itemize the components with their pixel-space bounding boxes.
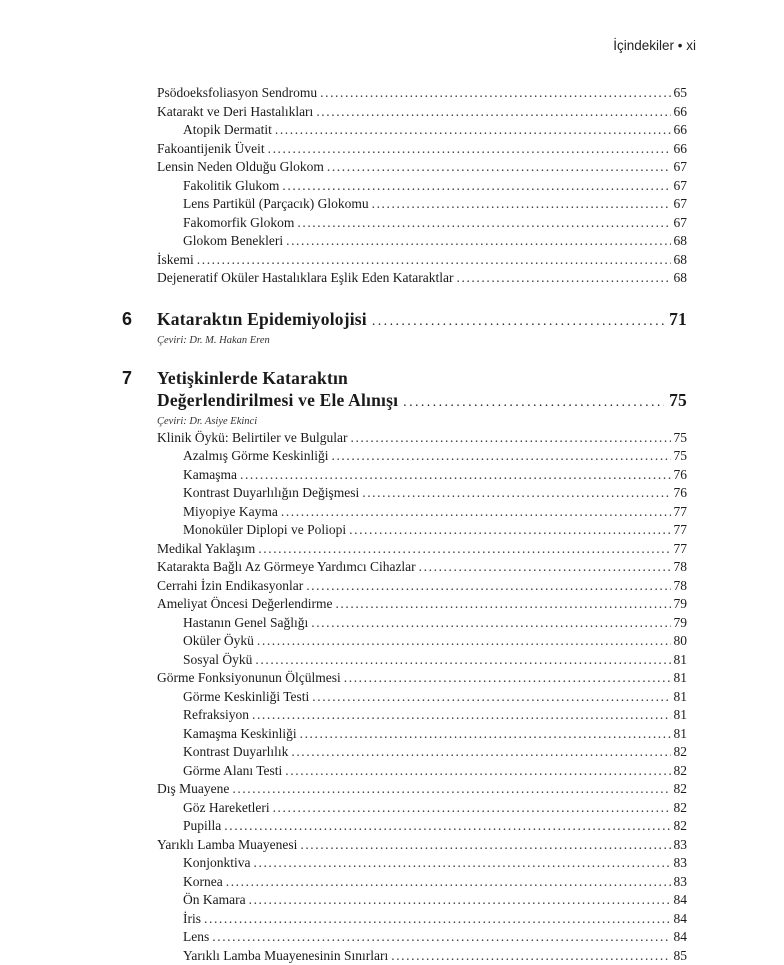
toc-subentry [157, 651, 687, 670]
toc-entry [157, 595, 687, 614]
leader-dots [197, 251, 671, 270]
leader-dots [252, 706, 671, 725]
toc-subentry [157, 891, 687, 910]
entry-title: Ön Kamara [183, 891, 246, 910]
entry-page-number: 68 [674, 251, 688, 270]
toc-entry [157, 140, 687, 159]
entry-page-number: 84 [674, 910, 688, 929]
entry-page-number: 77 [674, 503, 688, 522]
leader-dots [232, 780, 670, 799]
toc-section-list [157, 84, 687, 288]
entry-title: Sosyal Öykü [183, 651, 252, 670]
entry-page-number: 78 [674, 558, 688, 577]
leader-dots [372, 195, 671, 214]
leader-dots [297, 214, 670, 233]
entry-page-number: 66 [674, 140, 688, 159]
entry-title: Lens [183, 928, 209, 947]
leader-dots [285, 762, 670, 781]
toc-subentry [157, 614, 687, 633]
leader-dots [362, 484, 670, 503]
toc-subentry [157, 947, 687, 965]
toc-subentry [157, 725, 687, 744]
entry-title: Yarıklı Lamba Muayenesi [157, 836, 297, 855]
chapter-page-number: 71 [669, 308, 687, 330]
chapter-6-heading [157, 308, 687, 348]
leader-dots [282, 177, 670, 196]
chapter-translator: Çeviri: Dr. M. Hakan Eren [157, 333, 687, 348]
toc-subentry [157, 762, 687, 781]
entry-page-number: 82 [674, 762, 688, 781]
entry-title: Katarakta Bağlı Az Görmeye Yardımcı Cihazlar [157, 558, 416, 577]
entry-page-number: 65 [674, 84, 688, 103]
entry-page-number: 68 [674, 269, 688, 288]
entry-page-number: 81 [674, 688, 688, 707]
toc-subentry [157, 195, 687, 214]
toc-subentry [157, 688, 687, 707]
leader-dots [275, 121, 671, 140]
entry-title: Ameliyat Öncesi Değerlendirme [157, 595, 332, 614]
leader-dots [212, 928, 670, 947]
entry-title: Görme Alanı Testi [183, 762, 282, 781]
leader-dots [344, 669, 671, 688]
entry-title: Monoküler Diplopi ve Poliopi [183, 521, 346, 540]
entry-title: Atopik Dermatit [183, 121, 272, 140]
leader-dots [312, 688, 670, 707]
leader-dots [240, 466, 671, 485]
chapter-number: 6 [122, 308, 132, 330]
entry-page-number: 84 [674, 891, 688, 910]
entry-title: Görme Keskinliği Testi [183, 688, 309, 707]
entry-page-number: 75 [674, 447, 688, 466]
leader-dots [255, 651, 670, 670]
leader-dots [311, 614, 670, 633]
entry-page-number: 82 [674, 743, 688, 762]
entry-title: Klinik Öykü: Belirtiler ve Bulgular [157, 429, 347, 448]
entry-title: İris [183, 910, 201, 929]
entry-page-number: 81 [674, 706, 688, 725]
entry-page-number: 80 [674, 632, 688, 651]
toc-subentry [157, 799, 687, 818]
entry-page-number: 79 [674, 595, 688, 614]
entry-page-number: 83 [674, 836, 688, 855]
toc-subentry [157, 121, 687, 140]
toc-subentry [157, 910, 687, 929]
toc-subentry [157, 854, 687, 873]
entry-title: Oküler Öykü [183, 632, 254, 651]
entry-page-number: 67 [674, 158, 688, 177]
entry-page-number: 67 [674, 177, 688, 196]
entry-page-number: 82 [674, 817, 688, 836]
toc-entry [157, 577, 687, 596]
leader-dots [249, 891, 671, 910]
entry-page-number: 82 [674, 799, 688, 818]
entry-page-number: 66 [674, 103, 688, 122]
leader-dots [403, 392, 664, 414]
toc-subentry [157, 632, 687, 651]
entry-page-number: 68 [674, 232, 688, 251]
leader-dots [335, 595, 670, 614]
entry-title: Hastanın Genel Sağlığı [183, 614, 308, 633]
toc-entry [157, 429, 687, 448]
entry-title: Medikal Yaklaşım [157, 540, 255, 559]
chapter-7-heading [157, 367, 687, 429]
entry-title: Fakoantijenik Üveit [157, 140, 265, 159]
entry-page-number: 76 [674, 466, 688, 485]
chapter-title-line-1: Yetişkinlerde Kataraktın [157, 367, 687, 389]
entry-title: Glokom Benekleri [183, 232, 283, 251]
toc-subentry [157, 706, 687, 725]
toc-section-list [157, 429, 687, 965]
leader-dots [204, 910, 671, 929]
toc-subentry [157, 232, 687, 251]
entry-page-number: 82 [674, 780, 688, 799]
entry-title: İskemi [157, 251, 194, 270]
chapter-translator: Çeviri: Dr. Asiye Ekinci [157, 414, 687, 429]
entry-title: Kamaşma Keskinliği [183, 725, 297, 744]
toc-entry [157, 251, 687, 270]
toc-subentry [157, 447, 687, 466]
entry-title: Lensin Neden Olduğu Glokom [157, 158, 324, 177]
entry-title: Psödoeksfoliasyon Sendromu [157, 84, 317, 103]
entry-page-number: 78 [674, 577, 688, 596]
toc-entry [157, 103, 687, 122]
toc-subentry [157, 928, 687, 947]
entry-page-number: 79 [674, 614, 688, 633]
entry-title: Lens Partikül (Parçacık) Glokomu [183, 195, 369, 214]
toc-subentry [157, 503, 687, 522]
entry-title: Azalmış Görme Keskinliği [183, 447, 328, 466]
entry-page-number: 67 [674, 214, 688, 233]
entry-title: Katarakt ve Deri Hastalıkları [157, 103, 313, 122]
leader-dots [226, 873, 671, 892]
entry-title: Göz Hareketleri [183, 799, 270, 818]
entry-title: Pupilla [183, 817, 221, 836]
entry-page-number: 85 [674, 947, 688, 965]
entry-page-number: 84 [674, 928, 688, 947]
leader-dots [331, 447, 670, 466]
leader-dots [316, 103, 670, 122]
toc-subentry [157, 521, 687, 540]
entry-title: Kontrast Duyarlılığın Değişmesi [183, 484, 359, 503]
entry-page-number: 83 [674, 854, 688, 873]
entry-title: Dış Muayene [157, 780, 229, 799]
leader-dots [349, 521, 670, 540]
toc-entry [157, 84, 687, 103]
chapter-title: Kataraktın Epidemiyolojisi [157, 308, 367, 330]
leader-dots [372, 311, 664, 333]
entry-title: Refraksiyon [183, 706, 249, 725]
leader-dots [300, 836, 670, 855]
entry-page-number: 83 [674, 873, 688, 892]
entry-title: Kamaşma [183, 466, 237, 485]
entry-page-number: 81 [674, 651, 688, 670]
entry-title: Görme Fonksiyonunun Ölçülmesi [157, 669, 341, 688]
toc-entry [157, 780, 687, 799]
toc-subentry [157, 484, 687, 503]
running-head: İçindekiler • xi [613, 38, 696, 53]
toc-subentry [157, 466, 687, 485]
chapter-title-row [157, 308, 687, 333]
leader-dots [350, 429, 670, 448]
toc-subentry [157, 873, 687, 892]
leader-dots [300, 725, 671, 744]
chapter-number: 7 [122, 367, 132, 389]
leader-dots [306, 577, 670, 596]
entry-title: Cerrahi İzin Endikasyonlar [157, 577, 303, 596]
toc-entry [157, 540, 687, 559]
toc-entry [157, 269, 687, 288]
leader-dots [291, 743, 670, 762]
table-of-contents [157, 84, 687, 965]
entry-title: Konjonktiva [183, 854, 251, 873]
entry-title: Fakolitik Glukom [183, 177, 279, 196]
entry-page-number: 77 [674, 540, 688, 559]
entry-page-number: 76 [674, 484, 688, 503]
leader-dots [258, 540, 670, 559]
leader-dots [273, 799, 671, 818]
toc-entry [157, 558, 687, 577]
toc-subentry [157, 743, 687, 762]
entry-page-number: 75 [674, 429, 688, 448]
entry-title: Yarıklı Lamba Muayenesinin Sınırları [183, 947, 388, 965]
leader-dots [320, 84, 670, 103]
toc-entry [157, 158, 687, 177]
entry-page-number: 81 [674, 669, 688, 688]
chapter-title-row [157, 389, 687, 414]
entry-page-number: 66 [674, 121, 688, 140]
toc-entry [157, 669, 687, 688]
chapter-title-line-2: Değerlendirilmesi ve Ele Alınışı [157, 389, 398, 411]
leader-dots [327, 158, 671, 177]
entry-title: Fakomorfik Glokom [183, 214, 294, 233]
chapter-page-number: 75 [669, 389, 687, 411]
entry-page-number: 77 [674, 521, 688, 540]
toc-subentry [157, 817, 687, 836]
leader-dots [254, 854, 671, 873]
leader-dots [419, 558, 671, 577]
entry-page-number: 67 [674, 195, 688, 214]
leader-dots [257, 632, 671, 651]
toc-entry [157, 836, 687, 855]
entry-page-number: 81 [674, 725, 688, 744]
entry-title: Miyopiye Kayma [183, 503, 278, 522]
leader-dots [281, 503, 671, 522]
leader-dots [286, 232, 670, 251]
toc-subentry [157, 214, 687, 233]
toc-subentry [157, 177, 687, 196]
leader-dots [224, 817, 670, 836]
entry-title: Dejeneratif Oküler Hastalıklara Eşlik Eden Kataraktlar [157, 269, 454, 288]
leader-dots [391, 947, 670, 965]
leader-dots [268, 140, 671, 159]
leader-dots [457, 269, 671, 288]
entry-title: Kornea [183, 873, 223, 892]
entry-title: Kontrast Duyarlılık [183, 743, 288, 762]
